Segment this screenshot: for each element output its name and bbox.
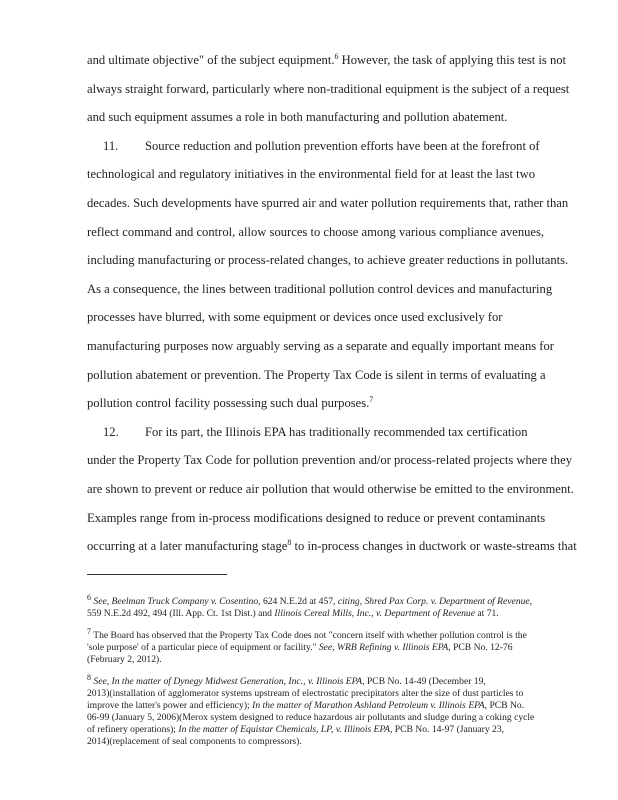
footnote-text: , PCB No. [484,700,525,711]
body-text-span: For its part, the Illinois EPA has traditionally recommended tax certification [145,424,528,439]
paragraph-number: 11. [103,138,119,153]
footnote-ref: 8 [287,538,292,547]
footnote-text: at 71. [474,608,499,619]
footnote-line [87,736,557,748]
footnote-text: See, Beelman Truck Company v. Cosentino [93,596,259,607]
body-line [87,453,572,467]
body-text-span: pollution abatement or prevention. The Property Tax Code is silent in terms of evaluating a [87,367,546,382]
footnote-text: , PCB No. 14-49 (December 19, [362,676,486,687]
footnote-text: (February 2, 2012). [87,654,162,665]
footnote-line [87,700,557,712]
body-text-span: As a consequence, the lines between traditional pollution control devices and manufacturing [87,281,553,296]
footnote-text: , [529,596,533,607]
body-line [87,310,502,324]
footnote-text: citing, Shred Pax Corp. v. Department of Revenue [337,596,530,607]
footnote-ref: 6 [334,51,339,61]
body-text-span: decades. Such developments have spurred air and water pollution requirements that, rather than [87,196,569,210]
footnote-separator [87,574,227,575]
body-line [87,225,544,239]
footnote-text: In the matter of Marathon Ashland Petroleum v. Illinois EPA [252,700,485,711]
footnote-text: Illinois Cereal Mills, Inc., v. Department of Revenue [274,608,475,619]
body-line [145,425,528,439]
body-line [87,482,574,496]
body-text-span: and ultimate objective" of the subject equipment. [87,53,335,67]
body-text-span: manufacturing purposes now arguably serving as a separate and equally important means for [87,339,554,353]
body-line [87,196,568,210]
footnote-text: 2014)(replacement of seal components to compressors). [87,736,302,747]
body-text-span: However, the task of applying this test is not [338,53,567,67]
body-text-span: under the Property Tax Code for pollution prevention and/or process-related projects where they [87,453,572,468]
footnote-mark: 7 [87,626,91,636]
body-text-span: occurring at a later manufacturing stage [87,539,288,554]
body-text-span: always straight forward, particularly where non-traditional equipment is the subject of a request [87,81,570,96]
body-line [87,511,545,525]
footnote-line [87,688,557,700]
body-line [87,282,552,296]
body-line [87,253,568,267]
footnote-text: 2013)(installation of agglomerator systems upstream of electrostatic precipitators alter the size of dust particles to [87,688,524,699]
footnote-mark: 8 [87,672,91,682]
footnote-text: , PCB No. 14-97 (January 23, [389,724,505,735]
body-text-span: technological and regulatory initiatives in the environmental field for at least the last two [87,167,535,182]
footnote-line [87,654,557,666]
body-line [87,539,577,553]
body-text-span: processes have blurred, with some equipment or devices once used exclusively for [87,310,503,325]
footnote-line [87,712,557,724]
body-line [87,339,554,353]
footnote-line [87,724,557,736]
body-line [87,82,569,96]
footnote-text: See, WRB Refining v. Illinois EPA [318,642,449,653]
footnote-text: , PCB No. 12-76 [448,642,513,653]
footnote-text: , 624 N.E.2d at 457, [258,596,338,607]
footnote-line [87,592,557,608]
body-text-span: pollution control facility possessing such dual purposes. [87,396,370,411]
footnote-line [87,608,557,620]
body-line [87,368,546,382]
body-text-span: Examples range from in-process modifications designed to reduce or prevent contaminants [87,510,546,525]
body-line [145,139,540,153]
body-text-span: are shown to prevent or reduce air pollution that would otherwise be emitted to the environment. [87,482,574,496]
footnote-text: 'sole purpose' of a particular piece of equipment or facility." [87,642,319,653]
body-text-span: including manufacturing or process-related changes, to achieve greater reductions in pollutants. [87,253,569,268]
footnote-text: 559 N.E.2d 492, 494 (Ill. App. Ct. 1st Dist.) and [87,608,275,619]
body-text-span: reflect command and control, allow sources to choose among various compliance avenues, [87,224,545,239]
footnote-line [87,642,557,654]
footnote-line [87,626,557,642]
paragraph-number: 12. [103,424,119,439]
footnote-mark: 6 [87,592,91,602]
body-text-span: to in-process changes in ductwork or waste-streams that [291,539,577,554]
footnote-text: improve the latter's power and efficiency); [87,700,253,711]
body-text-span: and such equipment assumes a role in both manufacturing and pollution abatement. [87,110,508,125]
body-line [87,53,566,67]
body-line [87,110,507,124]
body-text-span: Source reduction and pollution prevention efforts have been at the forefront of [145,138,540,153]
body-line [87,396,373,410]
footnote-text: of refinery operations); [87,724,179,735]
footnote-text: See, In the matter of Dynegy Midwest Generation, Inc., v. Illinois EPA [93,676,363,687]
footnote-text: 06-99 (January 5, 2006)(Merox system designed to reduce hazardous air pollutants and sludge during a coking cycle [87,712,535,723]
footnote-text: The Board has observed that the Property Tax Code does not "concern itself with whether pollution control is the [93,630,527,641]
footnote-ref: 7 [369,395,374,404]
footnote-line [87,672,557,688]
body-line [87,167,535,181]
footnote-text: In the matter of Equistar Chemicals, LP, v. Illinois EPA [178,724,390,735]
